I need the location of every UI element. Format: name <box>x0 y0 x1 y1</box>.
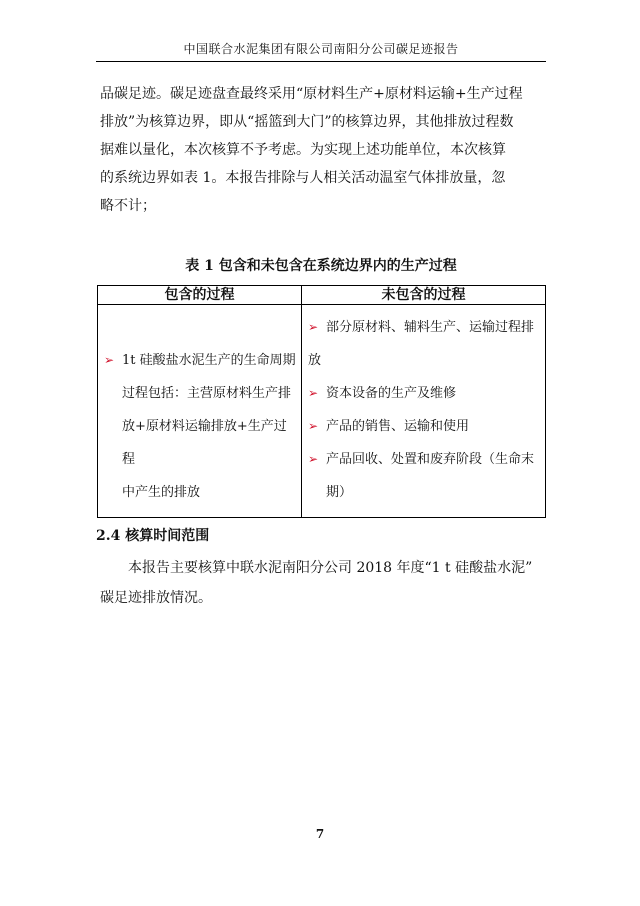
excluded-item-text: 资本设备的生产及维修 <box>326 386 457 401</box>
included-line: 中产生的排放 <box>122 485 201 500</box>
section-title: 2.4 核算时间范围 <box>96 528 210 544</box>
table-title: 表 1 包含和未包含在系统边界内的生产过程 <box>185 258 457 274</box>
included-line: 1t 硅酸盐水泥生产的生命周期 <box>122 353 296 368</box>
arrow-bullet-icon: ➢ <box>308 419 319 433</box>
boundary-table <box>97 285 546 518</box>
arrow-bullet-icon: ➢ <box>308 320 319 334</box>
arrow-bullet-icon: ➢ <box>308 452 319 466</box>
page-number: 7 <box>315 827 325 841</box>
paragraph-line: 碳足迹排放情况。 <box>100 590 212 606</box>
excluded-item <box>308 443 544 476</box>
table-header-included: 包含的过程 <box>98 286 302 305</box>
header-rule <box>96 61 546 62</box>
excluded-item-text: 部分原材料、辅料生产、运输过程排 <box>326 320 535 335</box>
paragraph-line: 品碳足迹。碳足迹盘查最终采用“原材料生产+原材料运输+生产过程 <box>100 86 523 102</box>
included-line: 放+原材料运输排放+生产过程 <box>122 419 287 467</box>
arrow-bullet-icon: ➢ <box>104 353 115 367</box>
excluded-list <box>308 311 544 509</box>
excluded-item <box>308 311 544 344</box>
paragraph-line: 本报告主要核算中联水泥南阳分公司 2018 年度“1 t 硅酸盐水泥” <box>128 560 533 576</box>
page-header: 中国联合水泥集团有限公司南阳分公司碳足迹报告 <box>183 42 459 56</box>
arrow-bullet-icon: ➢ <box>308 386 319 400</box>
excluded-item-continuation: 期） <box>326 485 353 500</box>
included-line: 过程包括：主营原材料生产排 <box>122 386 292 401</box>
included-item <box>104 344 298 509</box>
table-header-excluded: 未包含的过程 <box>302 286 546 305</box>
excluded-item-text: 产品的销售、运输和使用 <box>326 419 470 434</box>
excluded-item <box>308 377 544 410</box>
excluded-item <box>308 410 544 443</box>
included-cell <box>98 305 302 518</box>
paragraph-line: 据难以量化，本次核算不予考虑。为实现上述功能单位，本次核算 <box>100 142 506 158</box>
paragraph-line: 的系统边界如表 1。本报告排除与人相关活动温室气体排放量，忽 <box>100 170 506 186</box>
excluded-item-text: 产品回收、处置和废弃阶段（生命末 <box>326 452 535 467</box>
paragraph-line: 排放”为核算边界，即从“摇篮到大门”的核算边界，其他排放过程数 <box>100 114 514 130</box>
time-scope-paragraph <box>100 553 545 613</box>
paragraph-line: 略不计； <box>100 198 156 214</box>
boundary-paragraph <box>100 80 545 220</box>
excluded-item-continuation: 放 <box>308 353 322 368</box>
excluded-cell <box>302 305 546 518</box>
